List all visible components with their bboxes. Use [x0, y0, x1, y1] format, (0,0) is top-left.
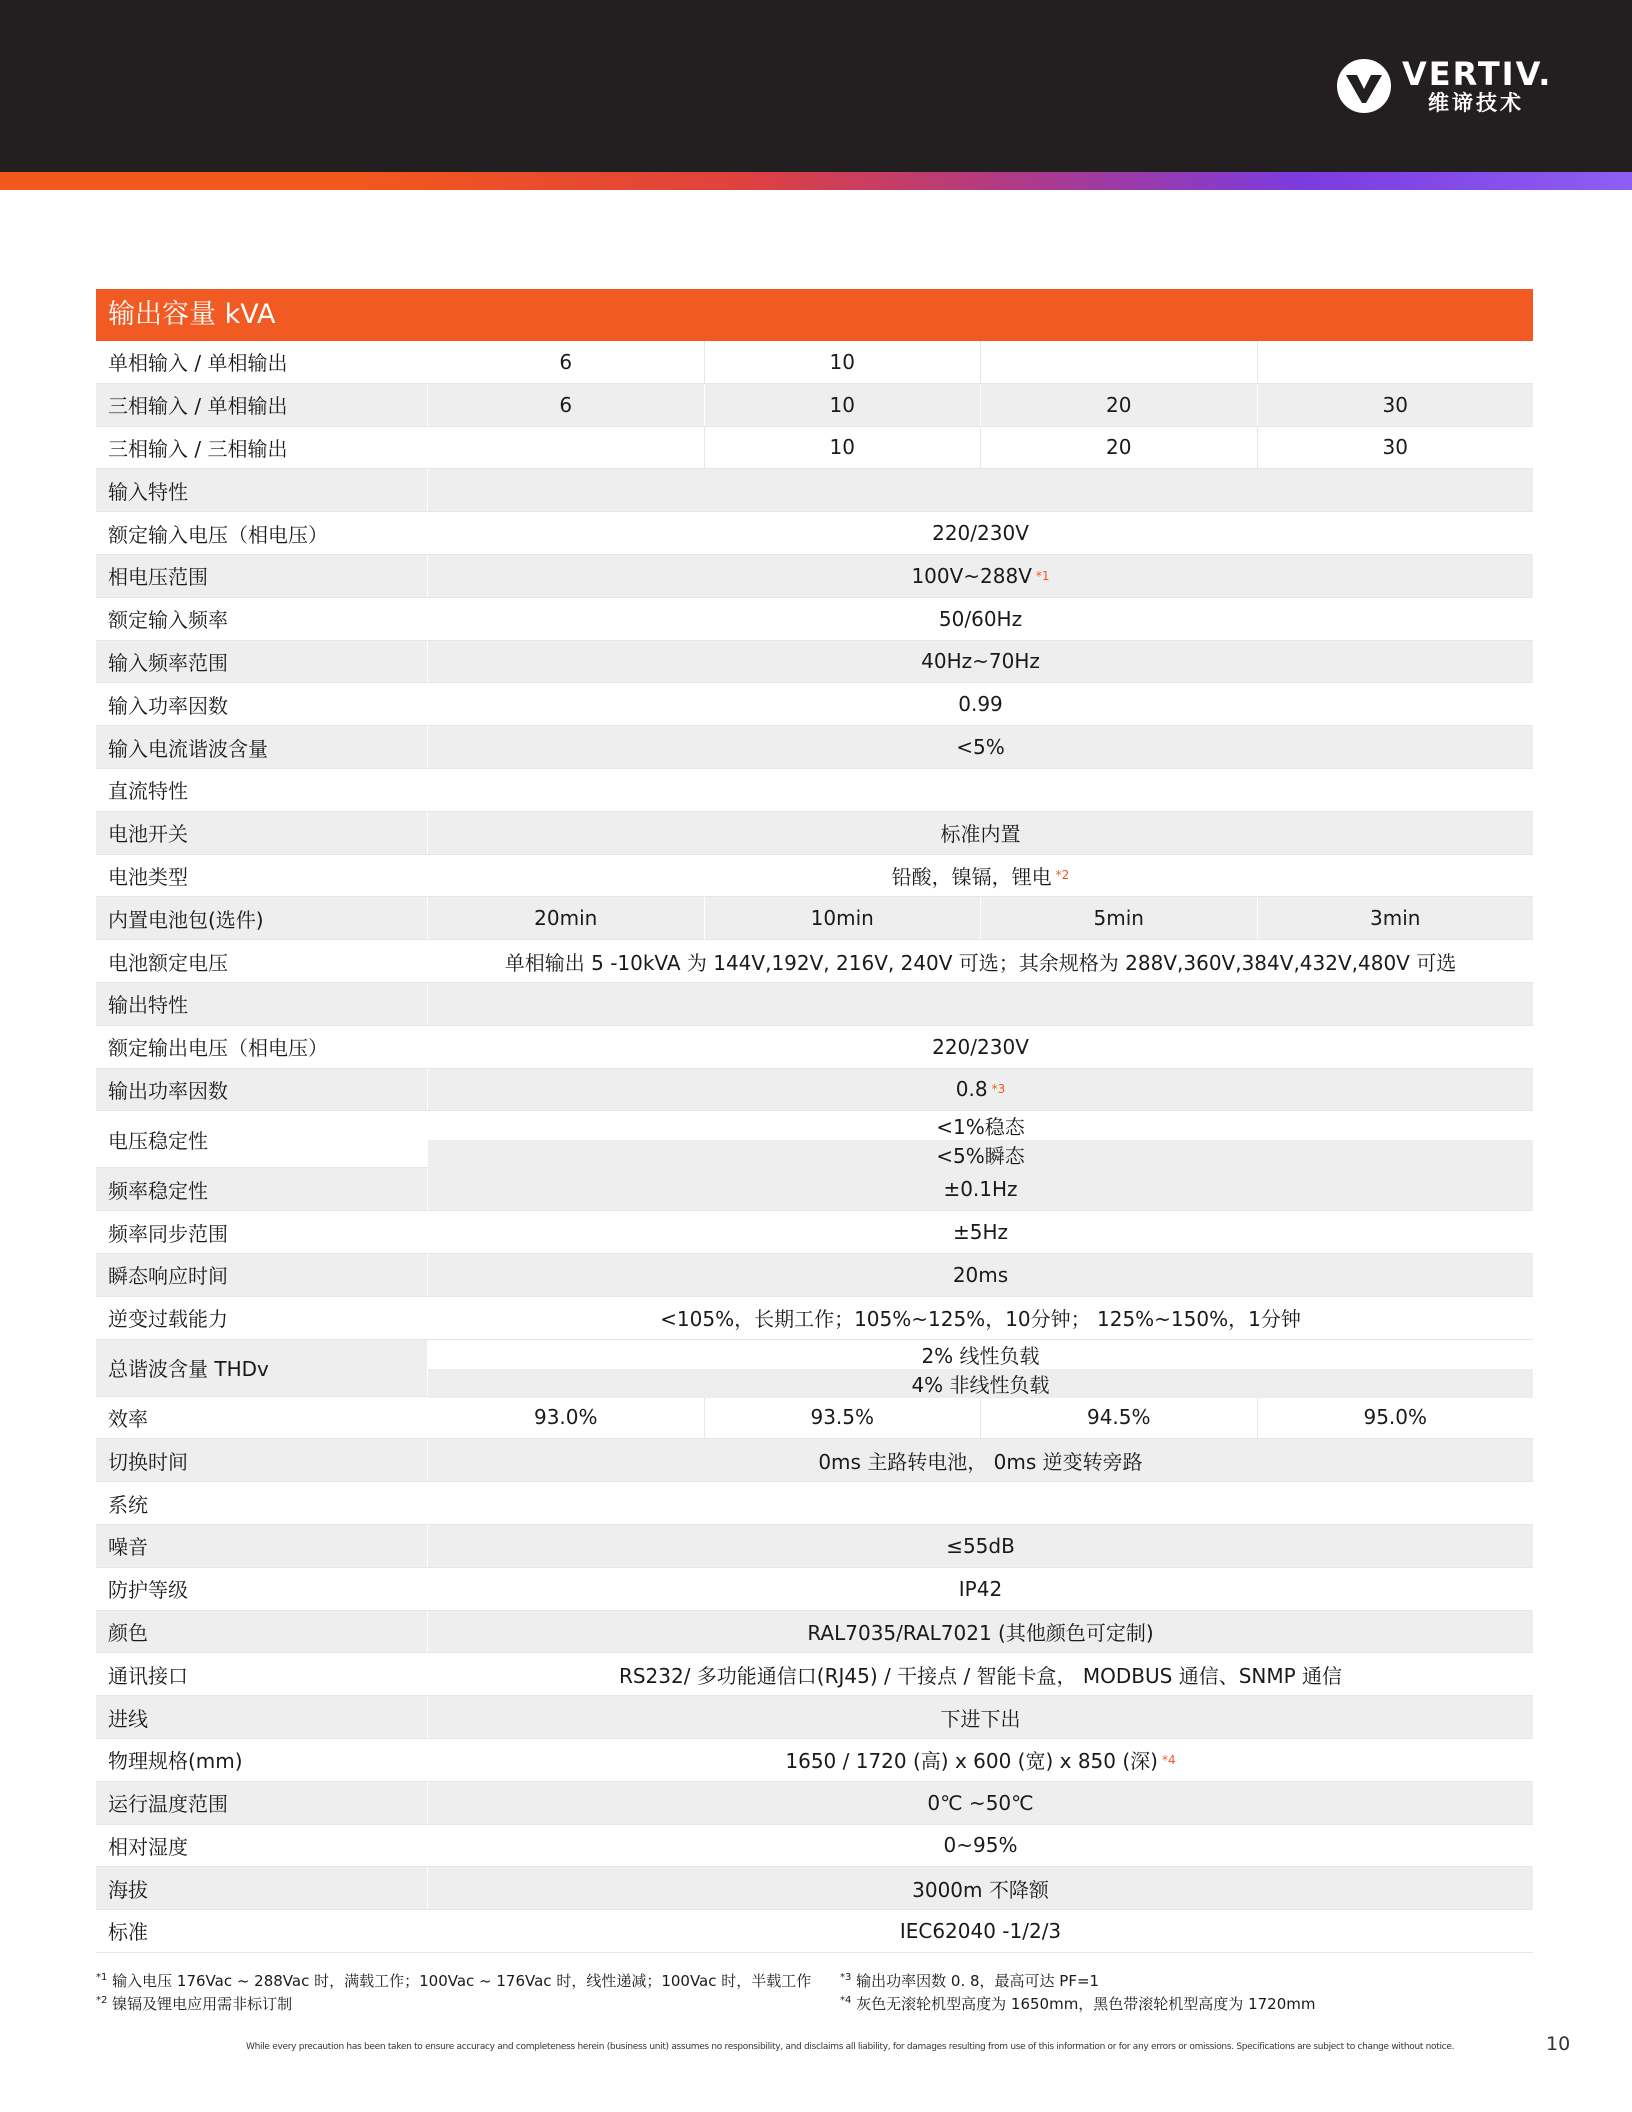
row-label: 电池开关 — [96, 812, 428, 854]
row-label: 总谐波含量 THDv — [96, 1340, 428, 1396]
table-row — [96, 1525, 1533, 1568]
table-row — [96, 469, 1533, 512]
row-values — [428, 940, 1533, 982]
value-cell — [428, 555, 1533, 597]
value-cell: 94.5% — [981, 1397, 1258, 1439]
table-row — [96, 1211, 1533, 1254]
row-values — [428, 1525, 1533, 1567]
table-row — [96, 512, 1533, 555]
brand-name: VERTIV. — [1402, 55, 1553, 93]
row-label: 电池额定电压 — [96, 940, 428, 982]
table-row — [96, 1254, 1533, 1297]
table-row — [96, 1026, 1533, 1069]
row-values — [428, 1825, 1533, 1867]
table-body — [96, 341, 1533, 1953]
table-row — [96, 855, 1533, 898]
footnote-text: 输出功率因数 0. 8，最高可达 PF=1 — [851, 1972, 1100, 1990]
row-label: 额定输出电压（相电压） — [96, 1026, 428, 1068]
row-values — [428, 1568, 1533, 1610]
value-cell: 20min — [428, 897, 705, 939]
value-cell: 30 — [1382, 392, 1408, 417]
footnote-mark: *3 — [840, 1972, 852, 1983]
spec-table — [96, 289, 1533, 1953]
value-cell — [428, 1568, 1533, 1610]
row-label: 输出功率因数 — [96, 1069, 428, 1111]
section-heading: 系统 — [96, 1482, 428, 1524]
value-cell — [428, 1297, 1533, 1339]
table-row — [96, 1782, 1533, 1825]
footnote-line — [96, 1968, 811, 1991]
footnote-mark: *4 — [1161, 1752, 1176, 1767]
row-label: 防护等级 — [96, 1568, 428, 1610]
value-cell: 10min — [705, 897, 982, 939]
row-values — [428, 683, 1533, 725]
footnote-text: 输入电压 176Vac ~ 288Vac 时，满载工作；100Vac ~ 176Vac 时，线性递减；100Vac 时，半载工作 — [107, 1972, 812, 1990]
row-values — [428, 641, 1533, 683]
value-text: 220/230V — [932, 1034, 1029, 1059]
value-cell: 93.0% — [428, 1397, 705, 1439]
value-cell — [428, 683, 1533, 725]
footnote-line — [840, 1991, 1315, 2014]
value-cell — [428, 1211, 1533, 1253]
footnote-line — [840, 1968, 1315, 1991]
value-cell — [428, 641, 1533, 683]
row-label: 运行温度范围 — [96, 1782, 428, 1824]
row-values — [428, 555, 1533, 597]
row-values — [428, 1340, 1533, 1396]
value-cell: 10 — [705, 341, 982, 383]
value-text: 0℃ ~50℃ — [927, 1790, 1034, 1815]
footnote-mark: *1 — [96, 1972, 108, 1983]
row-label: 标准 — [96, 1910, 428, 1952]
row-values — [428, 469, 1533, 511]
row-values — [428, 1397, 1533, 1439]
footnote-mark: *2 — [96, 1995, 108, 2006]
table-row — [96, 427, 1533, 470]
table-row — [96, 683, 1533, 726]
value-cell — [428, 1739, 1533, 1781]
vertiv-logo — [1336, 56, 1552, 116]
footnote-mark: *3 — [991, 1082, 1006, 1097]
row-label: 海拔 — [96, 1867, 428, 1909]
row-values — [428, 1168, 1533, 1210]
value-cell — [428, 1439, 1533, 1481]
value-cell — [428, 1782, 1533, 1824]
value-cell — [428, 1653, 1533, 1695]
table-row — [96, 1069, 1533, 1112]
table-row — [96, 1611, 1533, 1654]
row-label: 额定输入电压（相电压） — [96, 512, 428, 554]
row-values — [428, 1297, 1533, 1339]
row-values — [428, 1026, 1533, 1068]
table-row — [96, 1825, 1533, 1868]
row-label: 电压稳定性 — [96, 1111, 428, 1167]
row-label: 进线 — [96, 1696, 428, 1738]
row-label: 单相输入 / 单相输出 — [96, 341, 428, 383]
value-text: 50/60Hz — [938, 606, 1023, 631]
footnote-text: 镍镉及锂电应用需非标订制 — [107, 1995, 293, 2013]
table-row — [96, 1739, 1533, 1782]
row-values — [428, 598, 1533, 640]
value-cell — [428, 1611, 1533, 1653]
value-text: ≤55dB — [946, 1533, 1015, 1558]
value-cell — [428, 940, 1533, 982]
table-row — [96, 1568, 1533, 1611]
table-row — [96, 1397, 1533, 1440]
row-values — [428, 1254, 1533, 1296]
disclaimer: While every precaution has been taken to ensure accuracy and completeness herein (business unit) assumes no responsibility, and disclaims all liability, for damages resulting from use of this information or for any errors or omissions. Specifications are subject to change without notice. — [246, 2042, 1455, 2052]
section-heading: 输出特性 — [96, 983, 428, 1025]
row-values — [428, 1782, 1533, 1824]
table-row — [96, 1696, 1533, 1739]
row-values — [428, 1069, 1533, 1111]
value-cell — [428, 1026, 1533, 1068]
value-text: <5% — [956, 735, 1005, 760]
table-row — [96, 1653, 1533, 1696]
value-text: <105%，长期工作；105%~125%，10分钟； 125%~150%，1分钟 — [660, 1307, 1301, 1332]
row-label: 通讯接口 — [96, 1653, 428, 1695]
table-row — [96, 1297, 1533, 1340]
value-cell — [428, 427, 705, 469]
value-cell — [428, 598, 1533, 640]
value-text: RS232/ 多功能通信口(RJ45) / 干接点 / 智能卡盒， MODBUS 通信、SNMP 通信 — [618, 1663, 1343, 1688]
row-label: 三相输入 / 单相输出 — [96, 384, 428, 426]
row-values — [428, 384, 1533, 426]
row-label: 频率稳定性 — [96, 1168, 428, 1210]
value-text: 40Hz~70Hz — [921, 649, 1040, 674]
footnote-mark: *1 — [1035, 568, 1050, 583]
row-values — [428, 769, 1533, 811]
value-text: 100V~288V — [911, 563, 1032, 588]
value-cell — [428, 1867, 1533, 1909]
table-row — [96, 1111, 1533, 1168]
row-values — [428, 1611, 1533, 1653]
value-cell — [428, 1696, 1533, 1738]
footnote-mark: *2 — [1055, 868, 1070, 883]
table-row — [96, 1910, 1533, 1953]
value-text: 单相输出 5 -10kVA 为 144V,192V, 216V, 240V 可选；其余规格为 288V,360V,384V,432V,480V 可选 — [504, 950, 1457, 975]
value-line: 2% 线性负载 — [428, 1340, 1533, 1369]
value-text: IP42 — [958, 1576, 1003, 1601]
value-text: 220/230V — [932, 521, 1029, 546]
page-header — [0, 0, 1632, 172]
table-row — [96, 555, 1533, 598]
page-number: 10 — [1546, 2033, 1571, 2055]
value-cell: 30 — [1382, 435, 1408, 460]
table-row — [96, 1340, 1533, 1397]
value-cell — [428, 726, 1533, 768]
value-text: 0~95% — [943, 1833, 1018, 1858]
value-text: RAL7035/RAL7021 (其他颜色可定制) — [807, 1620, 1154, 1645]
table-row — [96, 641, 1533, 684]
value-text: ±5Hz — [952, 1220, 1009, 1245]
row-values — [428, 341, 1533, 383]
row-label: 相电压范围 — [96, 555, 428, 597]
row-label: 频率同步范围 — [96, 1211, 428, 1253]
vertiv-logo-icon — [1336, 58, 1392, 114]
row-label: 输入功率因数 — [96, 683, 428, 725]
row-values — [428, 512, 1533, 554]
value-cell — [428, 1069, 1533, 1111]
value-text: 铅酸，镍镉，锂电 — [891, 864, 1052, 889]
footnotes-left — [96, 1968, 811, 2014]
table-row — [96, 1439, 1533, 1482]
row-values — [428, 1739, 1533, 1781]
table-row — [96, 341, 1533, 384]
row-label: 三相输入 / 三相输出 — [96, 427, 428, 469]
value-cell — [428, 855, 1533, 897]
footnote-mark: *4 — [840, 1995, 852, 2006]
value-cell: 95.0% — [1363, 1405, 1428, 1430]
row-values — [428, 1867, 1533, 1909]
table-row — [96, 812, 1533, 855]
value-cell — [428, 812, 1533, 854]
value-cell — [428, 1910, 1533, 1952]
row-values — [428, 1211, 1533, 1253]
value-line: <5%瞬态 — [428, 1140, 1533, 1169]
row-label: 输入频率范围 — [96, 641, 428, 683]
row-label: 内置电池包(选件) — [96, 897, 428, 939]
brand-name-cn: 维谛技术 — [1428, 91, 1524, 115]
value-text: 0.8 — [955, 1077, 988, 1102]
value-cell: 93.5% — [705, 1397, 982, 1439]
value-text: 0ms 主路转电池， 0ms 逆变转旁路 — [818, 1449, 1143, 1474]
row-label: 颜色 — [96, 1611, 428, 1653]
table-row — [96, 726, 1533, 769]
row-values — [428, 1653, 1533, 1695]
row-values — [428, 726, 1533, 768]
row-label: 效率 — [96, 1397, 428, 1439]
value-cell — [428, 1525, 1533, 1567]
value-cell: 20 — [981, 384, 1258, 426]
row-values — [428, 855, 1533, 897]
value-cell — [428, 1254, 1533, 1296]
table-row — [96, 384, 1533, 427]
row-label: 物理规格(mm) — [96, 1739, 428, 1781]
table-row — [96, 1867, 1533, 1910]
footnotes-right — [840, 1968, 1315, 2014]
value-cell — [981, 341, 1258, 383]
value-line: <1%稳态 — [428, 1111, 1533, 1140]
table-row — [96, 897, 1533, 940]
row-values — [428, 1111, 1533, 1167]
row-label: 电池类型 — [96, 855, 428, 897]
table-row — [96, 1168, 1533, 1211]
value-cell: 20 — [981, 427, 1258, 469]
row-values — [428, 1696, 1533, 1738]
value-text: IEC62040 -1/2/3 — [899, 1918, 1062, 1943]
value-text: 20ms — [952, 1262, 1009, 1287]
value-text: 下进下出 — [940, 1706, 1021, 1731]
value-cell: 6 — [428, 341, 705, 383]
value-cell: 6 — [428, 384, 705, 426]
value-cell: 10 — [705, 427, 982, 469]
row-label: 相对湿度 — [96, 1825, 428, 1867]
value-text: 0.99 — [958, 692, 1003, 717]
value-cell — [428, 512, 1533, 554]
value-line: 4% 非线性负载 — [428, 1369, 1533, 1398]
value-text: 3000m 不降额 — [912, 1877, 1049, 1902]
row-label: 额定输入频率 — [96, 598, 428, 640]
value-cell: 5min — [981, 897, 1258, 939]
value-cell — [428, 1168, 1533, 1210]
row-label: 瞬态响应时间 — [96, 1254, 428, 1296]
value-text: 标准内置 — [940, 822, 1021, 847]
gradient-band — [0, 172, 1632, 190]
row-values — [428, 1482, 1533, 1524]
row-values — [428, 1439, 1533, 1481]
section-heading: 输入特性 — [96, 469, 428, 511]
section-heading: 直流特性 — [96, 769, 428, 811]
row-values — [428, 897, 1533, 939]
table-title: 输出容量 kVA — [96, 289, 1533, 341]
footnote-text: 灰色无滚轮机型高度为 1650mm，黑色带滚轮机型高度为 1720mm — [851, 1995, 1316, 2013]
table-row — [96, 983, 1533, 1026]
value-cell — [428, 1825, 1533, 1867]
table-row — [96, 1482, 1533, 1525]
table-row — [96, 769, 1533, 812]
row-label: 噪音 — [96, 1525, 428, 1567]
row-label: 输入电流谐波含量 — [96, 726, 428, 768]
table-row — [96, 940, 1533, 983]
row-label: 逆变过载能力 — [96, 1297, 428, 1339]
value-cell: 3min — [1370, 906, 1421, 931]
value-cell: 10 — [705, 384, 982, 426]
row-values — [428, 812, 1533, 854]
footnote-line — [96, 1991, 811, 2014]
table-row — [96, 598, 1533, 641]
value-cell — [1258, 341, 1534, 383]
row-label: 切换时间 — [96, 1439, 428, 1481]
row-values — [428, 983, 1533, 1025]
row-values — [428, 1910, 1533, 1952]
value-text: ±0.1Hz — [943, 1177, 1018, 1202]
row-values — [428, 427, 1533, 469]
value-text: 1650 / 1720 (高) x 600 (宽) x 850 (深) — [785, 1749, 1158, 1774]
